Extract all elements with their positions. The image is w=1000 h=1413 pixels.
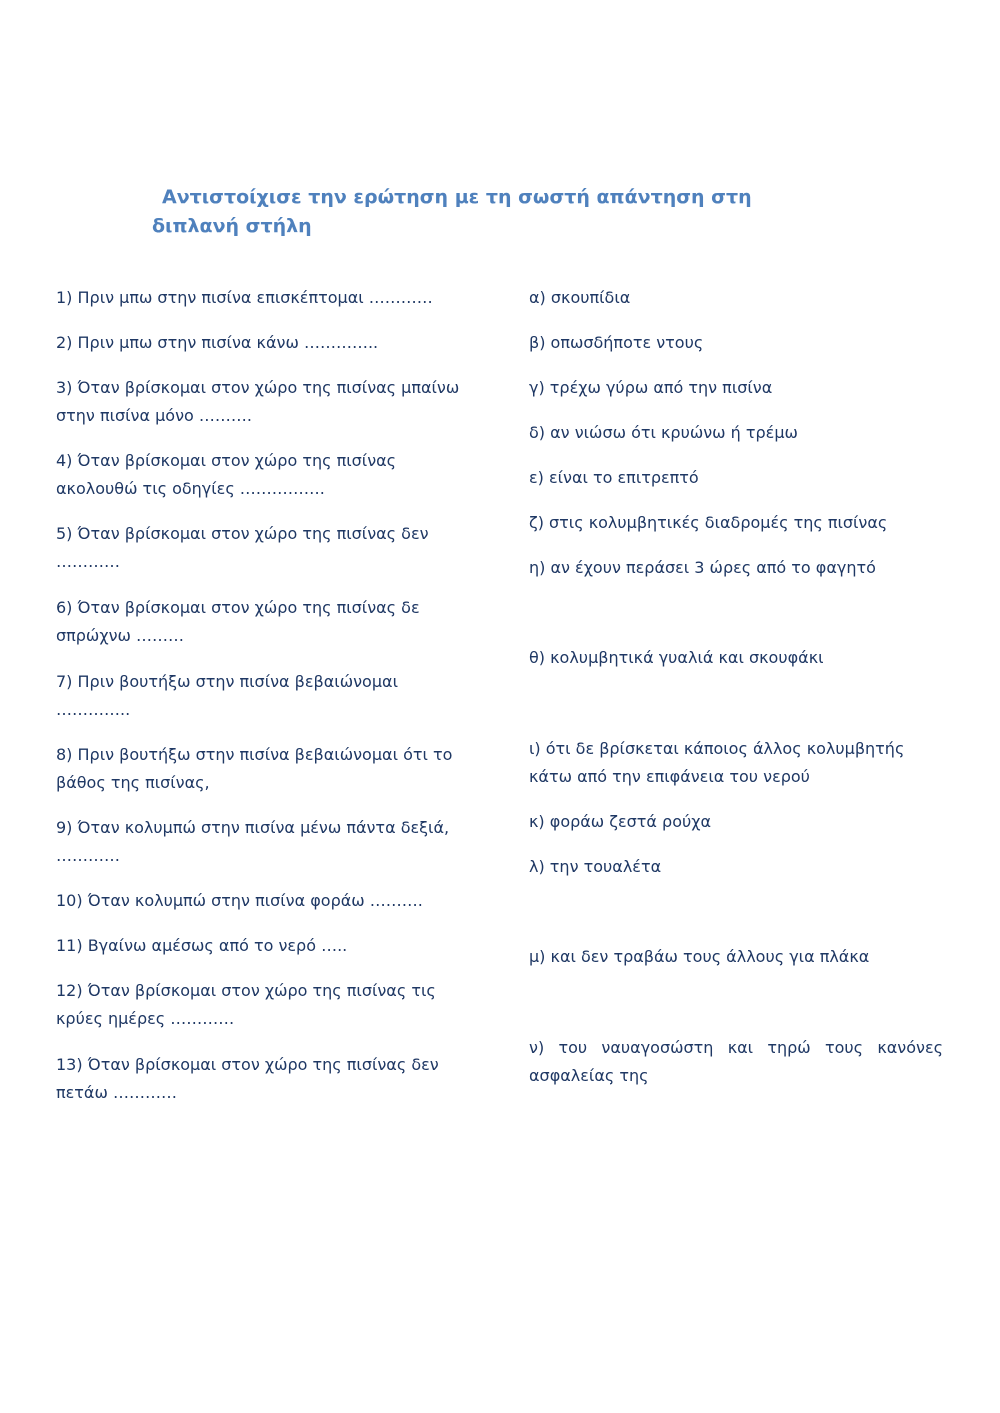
question-2: 2) Πριν μπω στην πισίνα κάνω ………….. [56, 333, 379, 352]
question-12: 12) Όταν βρίσκομαι στον χώρο της πισίνας τις κρύες ημέρες ………… [56, 981, 436, 1028]
answer-z: ζ) στις κολυμβητικές διαδρομές της πισίνας [529, 513, 888, 532]
answer-i: ι) ότι δε βρίσκεται κάποιος άλλος κολυμβητής κάτω από την επιφάνεια του νερού [529, 739, 905, 786]
answer-e: ε) είναι το επιτρεπτό [529, 468, 699, 487]
question-3: 3) Όταν βρίσκομαι στον χώρο της πισίνας μπαίνω στην πισίνα μόνο ………. [56, 378, 460, 425]
question-7: 7) Πριν βουτήξω στην πισίνα βεβαιώνομαι ………….. [56, 672, 398, 719]
answer-h: η) αν έχουν περάσει 3 ώρες από το φαγητό [529, 558, 876, 577]
answer-k: κ) φοράω ζεστά ρούχα [529, 812, 712, 831]
answer-n: ν) του ναυαγοσώστη και τηρώ τους κανόνες ασφαλείας της [529, 1038, 943, 1085]
answer-m: μ) και δεν τραβάω τους άλλους για πλάκα [529, 947, 870, 966]
question-8: 8) Πριν βουτήξω στην πισίνα βεβαιώνομαι ότι το βάθος της πισίνας, [56, 745, 453, 792]
question-5: 5) Όταν βρίσκομαι στον χώρο της πισίνας δεν ………… [56, 524, 429, 571]
answer-a: α) σκουπίδια [529, 288, 631, 307]
answer-d: δ) αν νιώσω ότι κρυώνω ή τρέμω [529, 423, 798, 442]
answer-b: β) οπωσδήποτε ντους [529, 333, 704, 352]
question-9: 9) Όταν κολυμπώ στην πισίνα μένω πάντα δεξιά, ………… [56, 818, 450, 865]
question-6: 6) Όταν βρίσκομαι στον χώρο της πισίνας δε σπρώχνω ……… [56, 598, 420, 645]
question-1: 1) Πριν μπω στην πισίνα επισκέπτομαι ………… [56, 288, 433, 307]
answer-c: γ) τρέχω γύρω από την πισίνα [529, 378, 773, 397]
answer-l: λ) την τουαλέτα [529, 857, 662, 876]
question-11: 11) Βγαίνω αμέσως από το νερό ….. [56, 936, 348, 955]
question-10: 10) Όταν κολυμπώ στην πισίνα φοράω ………. [56, 891, 423, 910]
question-4: 4) Όταν βρίσκομαι στον χώρο της πισίνας ακολουθώ τις οδηγίες ……………. [56, 451, 397, 498]
answer-th: θ) κολυμβητικά γυαλιά και σκουφάκι [529, 648, 824, 667]
question-13: 13) Όταν βρίσκομαι στον χώρο της πισίνας δεν πετάω ………… [56, 1055, 439, 1102]
worksheet-title: Αντιστοίχισε την ερώτηση με τη σωστή απάντηση στη διπλανή στήλη [152, 186, 752, 237]
